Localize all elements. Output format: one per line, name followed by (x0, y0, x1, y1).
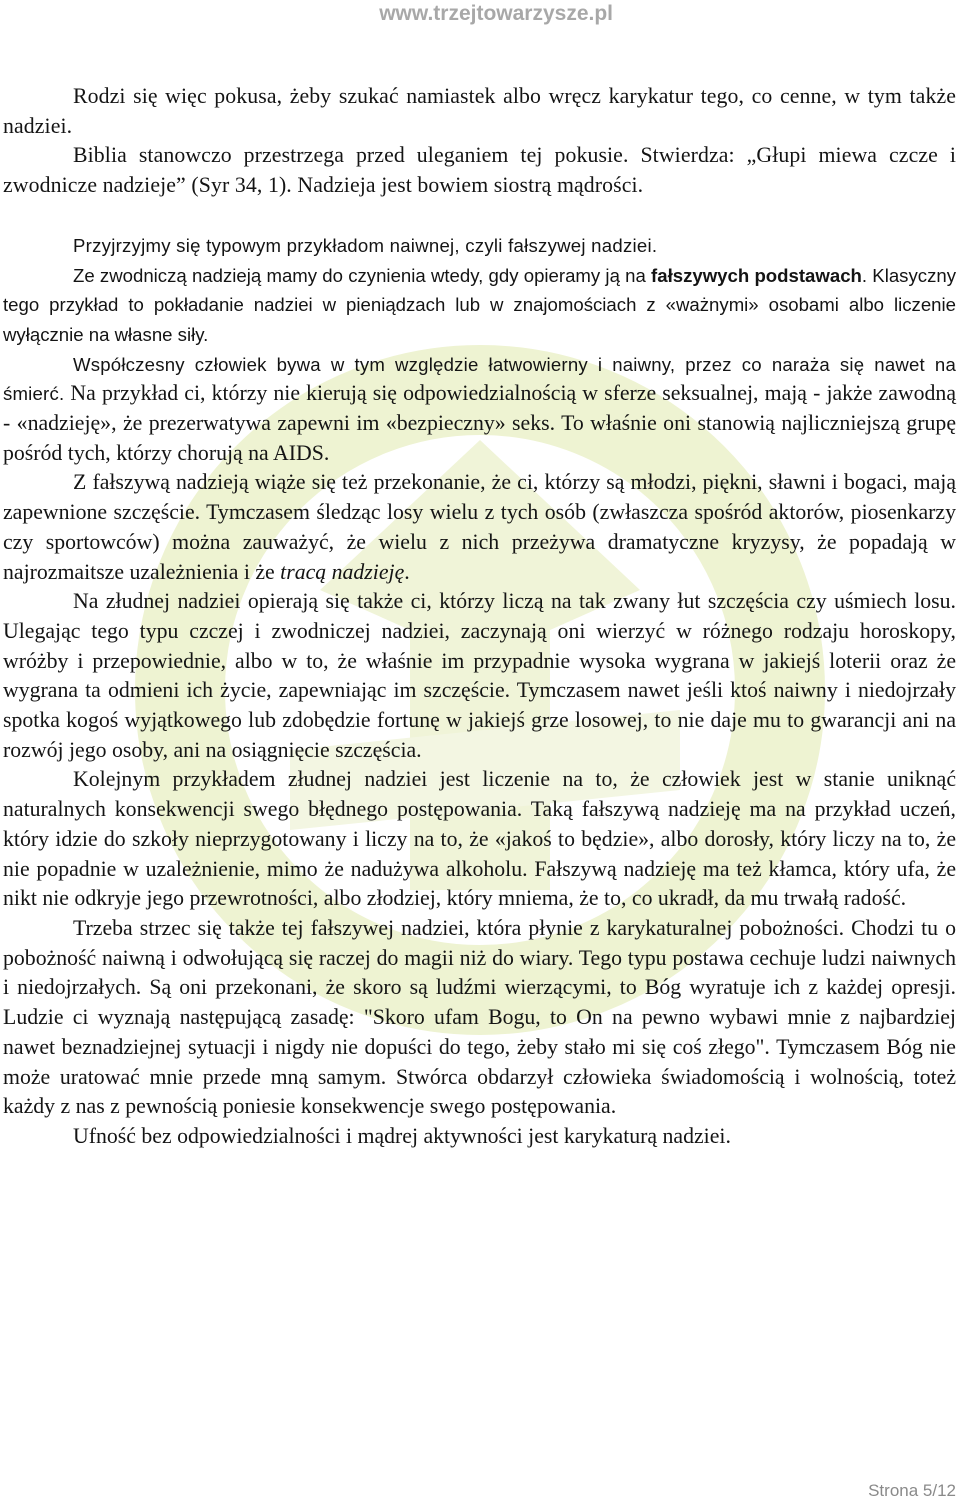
paragraph-bible-warning: Biblia stanowczo przestrzega przed uleganiem tej pokusie. Stwierdza: „Głupi miewa czcze i zwodnicze nadzieje” (Syr 34, 1). Nadzieja jest bowiem siostrą mądrości. (3, 143, 956, 198)
paragraph-false-foundations (3, 261, 956, 350)
paragraph-consequences: Kolejnym przykładem złudnej nadziei jest liczenie na to, że człowiek jest w stanie uniknąć naturalnych konsekwencji swego błędnego postępowania. Taką fałszywą nadzieję ma na przykład uczeń, który idzie do szkoły nieprzygotowany i liczy na to, że «jakoś to będzie», albo dorosły, który liczy na to, że nie popadnie w uzależnienie, mimo że nadużywa alkoholu. Fałszywą nadzieję ma też kłamca, który ufa, że nikt nie odkryje jego przewrotności, albo złodziej, który mniema, że to, co ukradł, da mu trwałą radość. (3, 767, 956, 911)
young-rich-italic: tracą nadzieję (280, 559, 405, 584)
false-foundations-bold: fałszywych podstawach (651, 264, 862, 286)
paragraph-examples-intro: Przyjrzyjmy się typowym przykładom naiwnej, czyli fałszywej nadziei. (73, 234, 658, 256)
paragraph-temptation: Rodzi się więc pokusa, żeby szukać namiastek albo wręcz karykatur tego, co cenne, w tym także nadziei. (3, 84, 956, 138)
article-body (3, 82, 956, 1152)
paragraph-conclusion: Ufność bez odpowiedzialności i mądrej aktywności jest karykaturą nadziei. (73, 1123, 731, 1148)
false-foundations-text-start: Ze zwodniczą nadzieją mamy do czynienia wtedy, gdy opieramy ją na (73, 264, 652, 286)
young-rich-text-end: . (404, 559, 410, 584)
site-url-header: www.trzejtowarzysze.pl (379, 2, 613, 25)
paragraph-modern-man (3, 350, 956, 469)
paragraph-piety: Trzeba strzec się także tej fałszywej nadziei, która płynie z karykaturalnej pobożności. Chodzi tu o pobożność naiwną i odwołującą się raczej do magii niż do wiary. Tego typu postawa cechuje ludzi naiwnych i niedojrzałych. Są oni przekonani, że skoro są ludźmi wierzącymi, to Bóg wyratuje ich z każdej opresji. Ludzie ci wyznają następującą zasadę: "Skoro ufam Bogu, to On na pewno wybawi mnie z najbardziej nawet beznadziejnej sytuacji i nigdy nie dopuści do tego, żeby stało mi się coś złego". Tymczasem Bóg nie może uratować mnie przede mną samym. Stwórca obdarzył człowieka świadomością i wolnością, toteż każdy z nas z pewnością poniesie konsekwencje swego postępowania. (3, 915, 956, 1119)
page-number: Strona 5/12 (868, 1481, 956, 1500)
paragraph-young-rich (3, 468, 956, 587)
false-foundations-text-end: . Klasyczny tego przykład to pokładanie nadziei w pieniądzach lub w znajomościach z «ważnymi» osobami albo liczenie wyłącznie na własne siły. (3, 264, 956, 345)
modern-man-text-start: Współczesny człowiek bywa w tym względzie łatwowierny i naiwny, przez co naraża się nawet na śmierć. (3, 353, 956, 405)
modern-man-text-end: Na przykład ci, którzy nie kierują się odpowiedzialnością w sferze seksualnej, mają - jakże zawodną - «nadzieję», że prezerwatywa zapewni im «bezpieczny» seks. To właśnie oni stanowią najliczniejszą grupę pośród tych, którzy chorują na AIDS. (3, 381, 956, 465)
paragraph-luck: Na złudnej nadziei opierają się także ci, którzy liczą na tak zwany łut szczęścia czy uśmiech losu. Ulegając tego typu czczej i zwodniczej nadziei, zaczynają oni wierzyć w różnego rodzaju horoskopy, wróżby i przepowiednie, albo w to, że właśnie im przypadnie wysoka wygrana w jakiejś loterii oraz że wygrana ta odmieni ich życie, zapewniając im szczęście. Tymczasem nawet jeśli ktoś naiwny i niedojrzały spotka kogoś wyjątkowego lub zdobędzie fortunę w jakiejś grze losowej, to nie daje mu to gwarancji ani na rozwój jego osoby, ani na osiągnięcie szczęścia. (3, 589, 956, 762)
young-rich-text-start: Z fałszywą nadzieją wiąże się też przekonanie, że ci, którzy są młodzi, piękni, sławni i bogaci, mają zapewnione szczęście. Tymczasem śledząc losy wielu z tych osób (zwłaszcza spośród aktorów, piosenkarzy czy sportowców) można zauważyć, że wielu z nich przeżywa dramatyczne kryzysy, że popadają w najrozmaitsze uzależnienia i że (3, 470, 956, 584)
